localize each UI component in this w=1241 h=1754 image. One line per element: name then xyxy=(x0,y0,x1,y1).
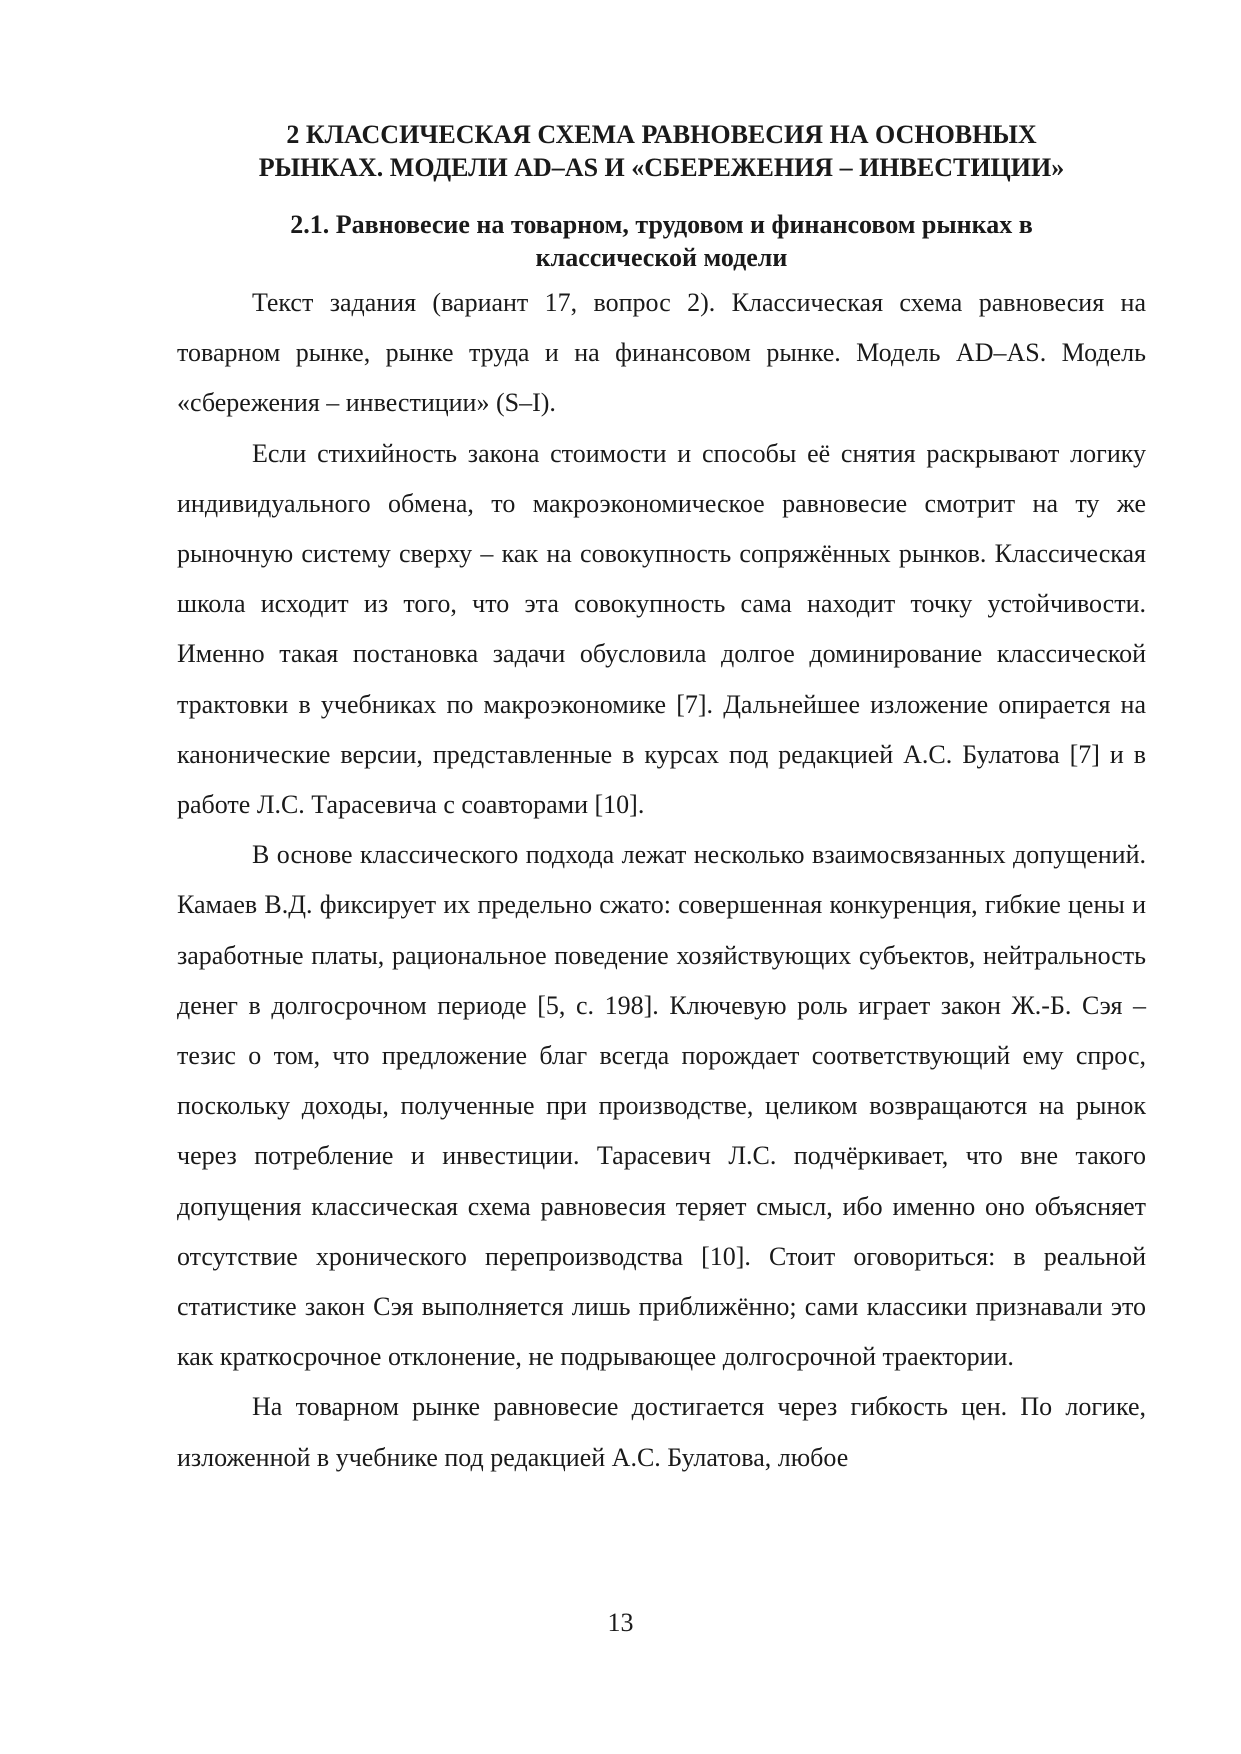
paragraph-goods-market: На товарном рынке равновесие достигается через гибкость цен. По логике, изложенной в учебнике под редакцией А.С. Булатова, любое xyxy=(177,1392,1146,1472)
paragraph-assumptions: В основе классического подхода лежат несколько взаимосвязанных допущений. Камаев В.Д. фиксирует их предельно сжато: совершенная конкуренция, гибкие цены и заработные платы, рациональное поведение хозяйствующих субъектов, нейтральность денег в долгосрочном периоде [5, с. 198]. Ключевую роль играет закон Ж.-Б. Сэя – тезис о том, что предложение благ всегда порождает соответствующий ему спрос, поскольку доходы, полученные при производстве, целиком возвращаются на рынок через потребление и инвестиции. Тарасевич Л.С. подчёркивает, что вне такого допущения классическая схема равновесия теряет смысл, ибо именно оно объясняет отсутствие хронического перепроизводства [10]. Стоит оговориться: в реальной статистике закон Сэя выполняется лишь приближённо; сами классики признавали это как краткосрочное отклонение, не подрывающее долгосрочной траектории. xyxy=(177,840,1146,1372)
paragraph-task-text: Текст задания (вариант 17, вопрос 2). Классическая схема равновесия на товарном рынке, рынке труда и на финансовом рынке. Модель AD–AS. Модель «сбережения – инвестиции» (S–I). xyxy=(177,288,1146,418)
section-title-line-1: 2.1. Равновесие на товарном, трудовом и финансовом рынках в xyxy=(290,210,1033,239)
chapter-title xyxy=(177,118,1146,184)
page-content xyxy=(177,118,1146,1483)
chapter-title-line-2: РЫНКАХ. МОДЕЛИ AD–AS И «СБЕРЕЖЕНИЯ – ИНВЕСТИЦИИ» xyxy=(258,153,1065,182)
paragraph-intro: Если стихийность закона стоимости и способы её снятия раскрывают логику индивидуального обмена, то макроэкономическое равновесие смотрит на ту же рыночную систему сверху – как на совокупность сопряжённых рынков. Классическая школа исходит из того, что эта совокупность сама находит точку устойчивости. Именно такая постановка задачи обусловила долгое доминирование классической трактовки в учебниках по макроэкономике [7]. Дальнейшее изложение опирается на канонические версии, представленные в курсах под редакцией А.С. Булатова [7] и в работе Л.С. Тарасевича с соавторами [10]. xyxy=(177,438,1146,820)
section-title xyxy=(177,208,1146,274)
section-title-line-2: классической модели xyxy=(535,243,788,272)
page-number: 13 xyxy=(607,1608,634,1637)
chapter-title-line-1: 2 КЛАССИЧЕСКАЯ СХЕМА РАВНОВЕСИЯ НА ОСНОВНЫХ xyxy=(286,120,1037,149)
